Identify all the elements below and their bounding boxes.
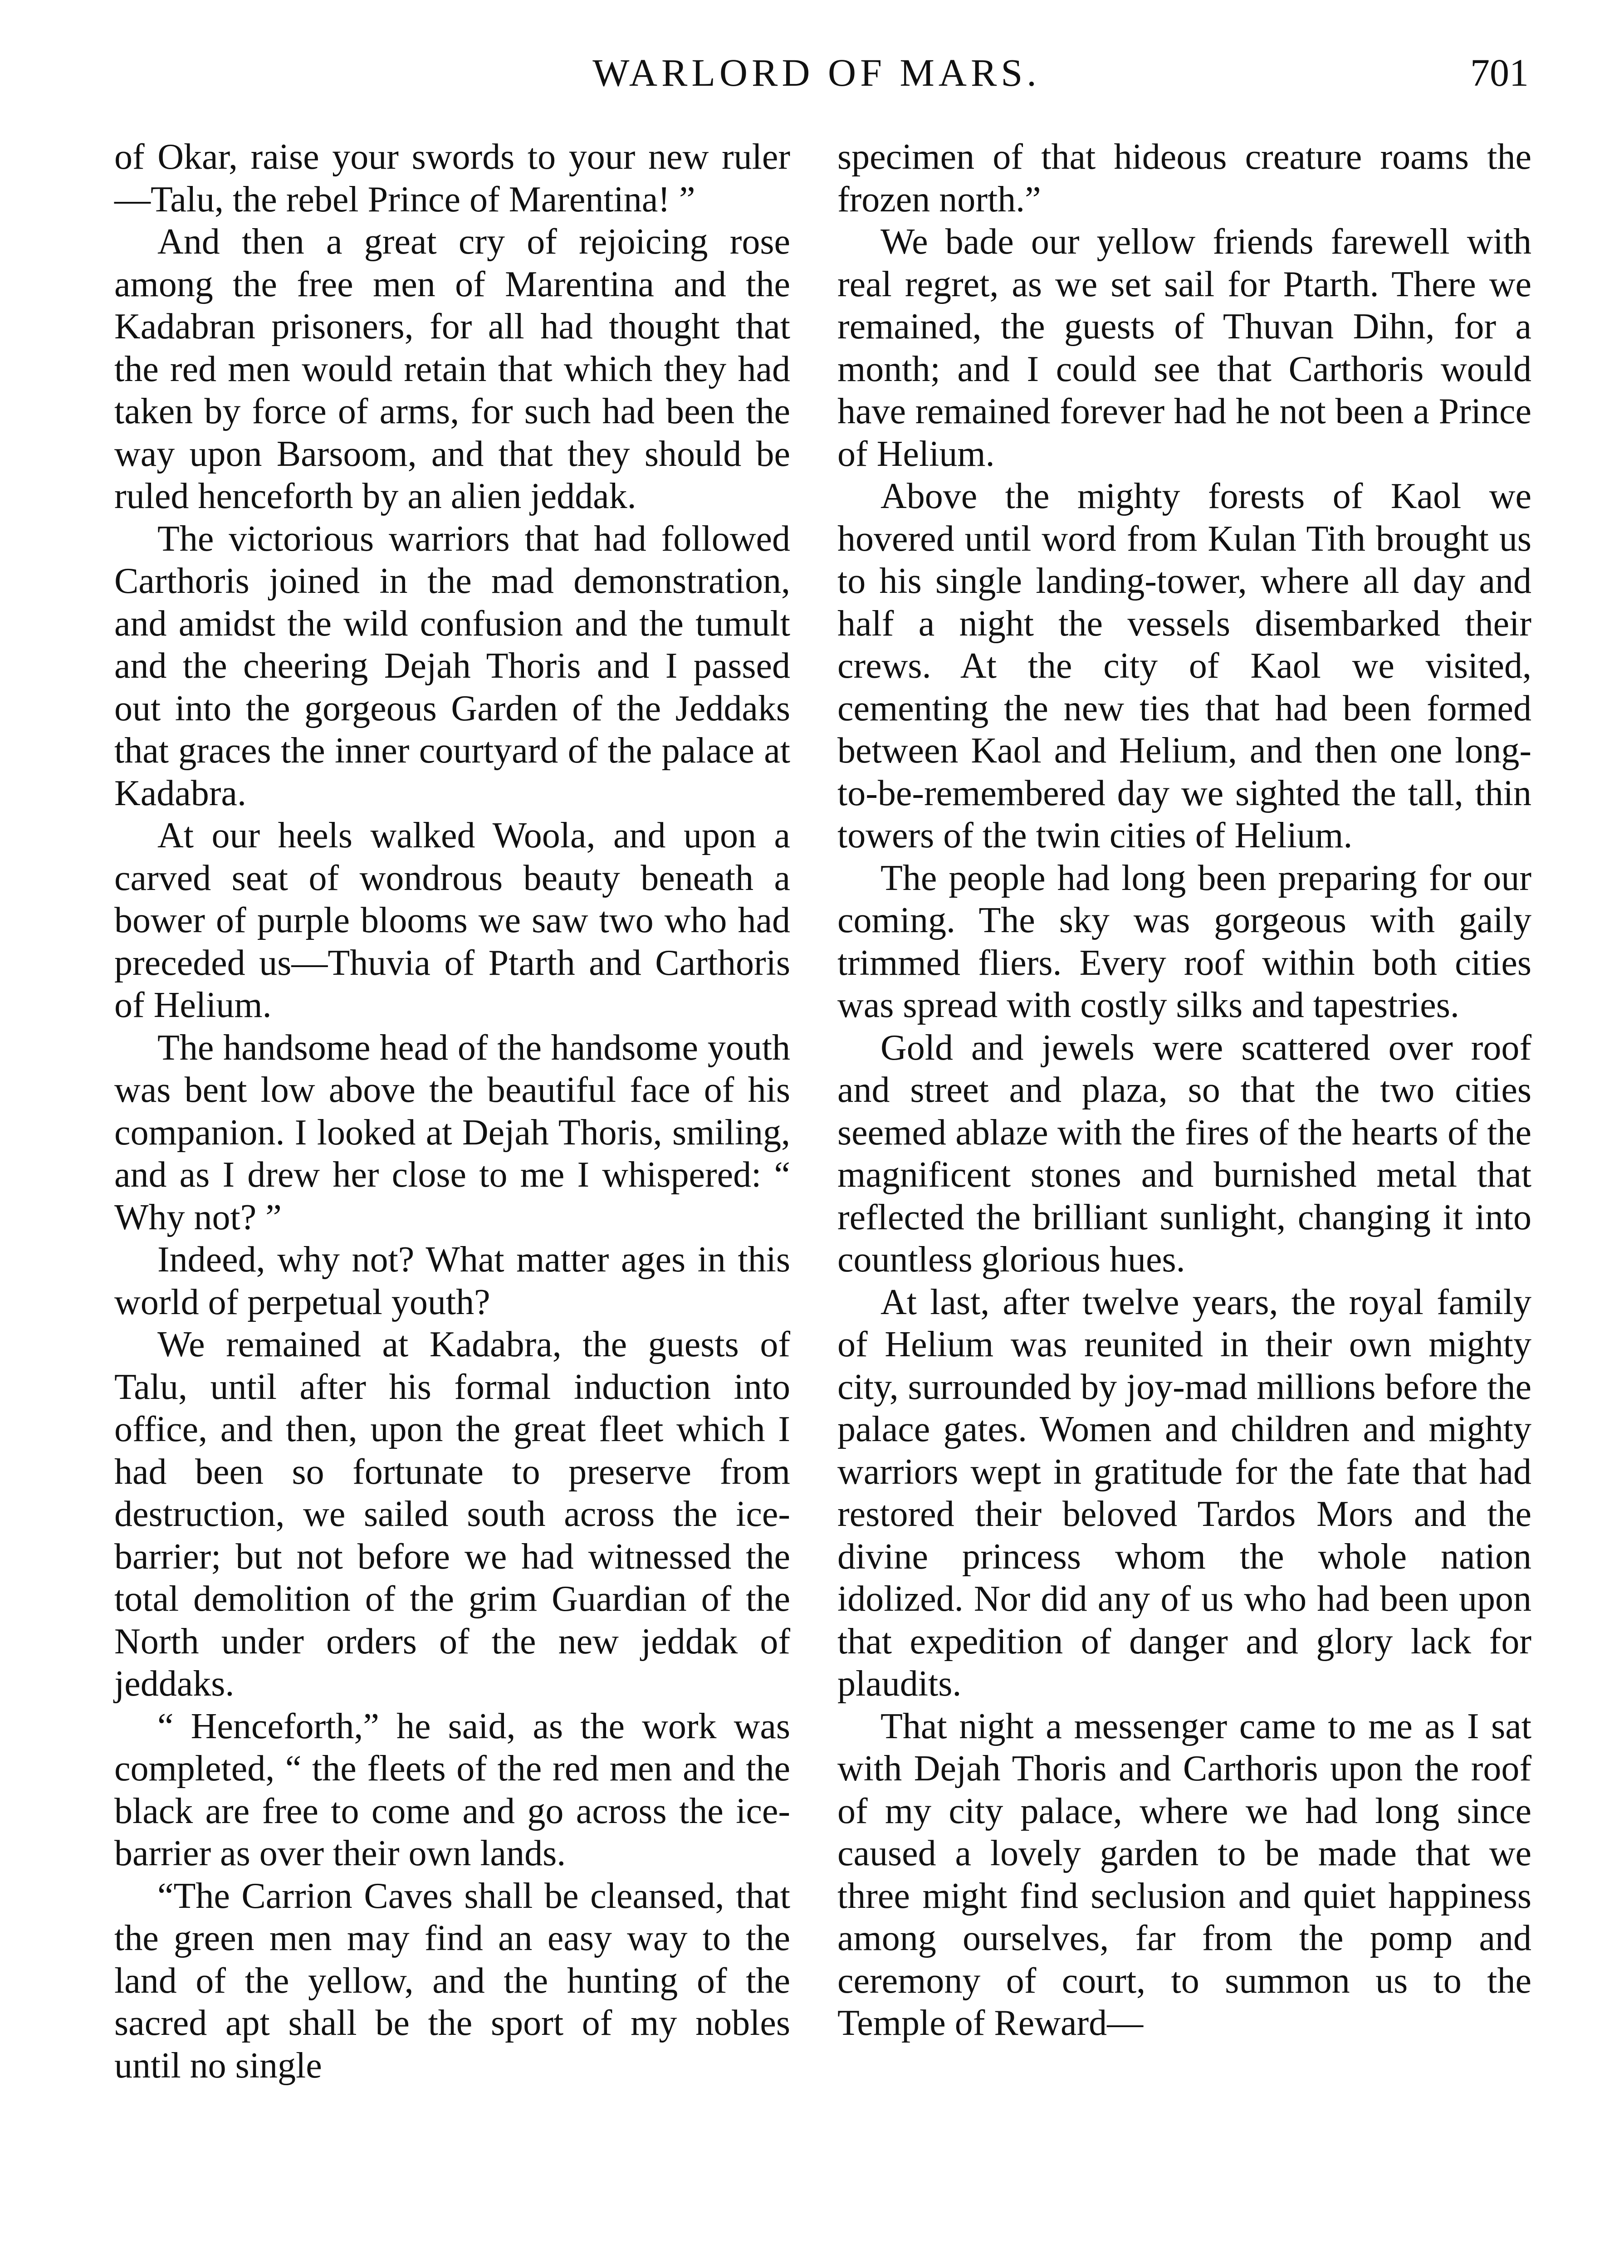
right-text-column xyxy=(837,136,1531,2045)
paragraph: We remained at Kadabra, the guests of Talu, until after his formal induction into office, and then, upon the great fleet which I had been so fortunate to preserve from destruction, we sailed south across the ice-barrier; but not before we had witnessed the total demolition of the grim Guardian of the North under orders of the new jeddak of jeddaks. xyxy=(114,1325,790,1704)
running-header xyxy=(104,48,1529,98)
paragraph: of Okar, raise your swords to your new ruler—Talu, the rebel Prince of Marentina! ” xyxy=(114,137,790,220)
paragraph: And then a great cry of rejoicing rose among the free men of Marentina and the Kadabran prisoners, for all had thought that the red men would retain that which they had taken by force of arms, for such had been the way upon Barsoom, and that they should be ruled henceforth by an alien jeddak. xyxy=(114,222,790,516)
paragraph: Indeed, why not? What matter ages in this world of perpetual youth? xyxy=(114,1240,790,1322)
page-number: 701 xyxy=(1470,51,1529,94)
paragraph: The people had long been preparing for our coming. The sky was gorgeous with gaily trimmed fliers. Every roof within both cities was spread with costly silks and tapestries. xyxy=(837,858,1531,1025)
paragraph: We bade our yellow friends farewell with real regret, as we set sail for Ptarth. There we remained, the guests of Thuvan Dihn, for a month; and I could see that Carthoris would have remained forever had he not been a Prince of Helium. xyxy=(837,222,1531,474)
paragraph: The handsome head of the handsome youth was bent low above the beautiful face of his companion. I looked at Dejah Thoris, smiling, and as I drew her close to me I whispered: “ Why not? ” xyxy=(114,1027,790,1237)
paragraph: The victorious warriors that had followed Carthoris joined in the mad demonstration, and amidst the wild confusion and the tumult and the cheering Dejah Thoris and I passed out into the gorgeous Garden of the Jeddaks that graces the inner courtyard of the palace at Kadabra. xyxy=(114,518,790,813)
paragraph: At our heels walked Woola, and upon a carved seat of wondrous beauty beneath a bower of purple blooms we saw two who had preceded us—Thuvia of Ptarth and Carthoris of Helium. xyxy=(114,816,790,1025)
paragraph: specimen of that hideous creature roams the frozen north.” xyxy=(837,137,1531,220)
paragraph: Gold and jewels were scattered over roof and street and plaza, so that the two cities seemed ablaze with the fires of the hearts of the magnificent stones and burnished metal that reflected the brilliant sunlight, changing it into countless glorious hues. xyxy=(837,1027,1531,1280)
paragraph: At last, after twelve years, the royal family of Helium was reunited in their own mighty city, surrounded by joy-mad millions before the palace gates. Women and children and mighty warriors wept in gratitude for the fate that had restored their beloved Tardos Mors and the divine princess whom the whole nation idolized. Nor did any of us who had been upon that expedition of danger and glory lack for plaudits. xyxy=(837,1282,1531,1704)
paragraph: “The Carrion Caves shall be cleansed, that the green men may find an easy way to the land of the yellow, and the hunting of the sacred apt shall be the sport of my nobles until no single xyxy=(114,1876,790,2086)
paragraph: Above the mighty forests of Kaol we hovered until word from Kulan Tith brought us to his single landing-tower, where all day and half a night the vessels disembarked their crews. At the city of Kaol we visited, cementing the new ties that had been formed between Kaol and Helium, and then one long-to-be-remembered day we sighted the tall, thin towers of the twin cities of Helium. xyxy=(837,476,1531,855)
running-title: WARLORD OF MARS. xyxy=(592,51,1041,94)
paragraph: That night a messenger came to me as I sat with Dejah Thoris and Carthoris upon the roof of my city palace, where we had long since caused a lovely garden to be made that we three might find seclusion and quiet happiness among ourselves, far from the pomp and ceremony of court, to summon us to the Temple of Reward— xyxy=(837,1706,1531,2043)
left-text-column xyxy=(114,136,790,2087)
paragraph: “ Henceforth,” he said, as the work was completed, “ the fleets of the red men and the black are free to come and go across the ice-barrier as over their own lands. xyxy=(114,1706,790,1873)
